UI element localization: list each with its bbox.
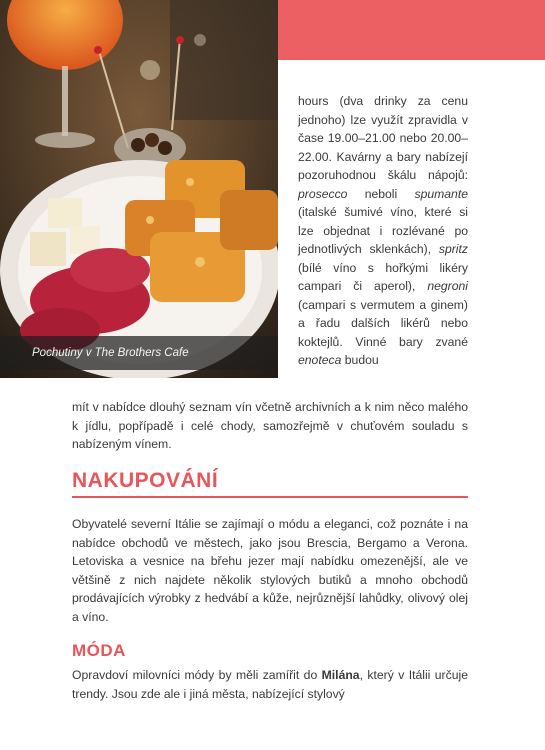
intro-paragraph — [298, 92, 468, 370]
term-prosecco: prosecco — [298, 186, 348, 201]
food-photo — [0, 0, 278, 378]
photo-caption: Pochutiny v The Brothers Cafe — [0, 336, 278, 370]
moda-text: , který v Itálii určuje trendy. Jsou zde ale i jiná města, nabízející stylový — [72, 668, 468, 701]
section-heading-nakupovani: NAKUPOVÁNÍ — [72, 469, 219, 492]
term-spritz: spritz — [438, 242, 468, 256]
intro-continuation — [72, 398, 468, 454]
intro-column — [298, 92, 468, 370]
term-milano: Milána — [321, 668, 360, 682]
intro-text: (italské šumivé víno, které si lze objednat i rozlévané po jednotlivých sklenkách), — [298, 205, 468, 256]
section-divider — [72, 496, 468, 498]
food-photo-illustration — [0, 0, 278, 378]
moda-text: Opravdoví milovníci módy by měli zamířit do — [72, 668, 322, 682]
intro-text: hours (dva drinky za cenu jednoho) lze využít zpravidla v čase 19.00–21.00 nebo 20.00–22.00. Kavárny a bary nabízejí pozoruhodnou škálu nápojů: — [298, 94, 468, 182]
moda-body — [72, 666, 468, 703]
nakupovani-text: Obyvatelé severní Itálie se zajímají o módu a eleganci, což poznáte i na nabídce obchodů ve městech, jako jsou Brescia, Bergamo a Verona. Letoviska a vesnice na břehu jezer mají nabídku omezenější, ale ve většině z nich najdete několik stylových butiků a mnoho obchodů prodávajících výrobky z hedvábí a kůže, nejrůznější lahůdky, olivový olej a víno. — [72, 517, 468, 624]
term-enoteca: enoteca — [298, 353, 342, 367]
intro-text: (campari s vermutem a ginem) a řadu dalších likérů nebo koktejlů. Vinné bary zvané — [298, 297, 468, 349]
accent-bar — [278, 0, 545, 60]
subheading-moda: MÓDA — [72, 641, 126, 660]
intro-text: (bílé víno s hořkými likéry campari či aperol), — [298, 260, 468, 293]
moda-paragraph — [72, 666, 468, 703]
term-spumante: spumante — [414, 186, 468, 201]
intro-text: budou — [341, 353, 379, 367]
term-negroni: negroni — [427, 279, 468, 293]
nakupovani-body — [72, 515, 468, 626]
intro-text: neboli — [347, 186, 415, 201]
intro-continuation-text: mít v nabídce dlouhý seznam vín včetně archivních a k nim něco malého k jídlu, popřípadě i celé chody, samozřejmě v chuťovém souladu s nabízeným vínem. — [72, 400, 468, 451]
